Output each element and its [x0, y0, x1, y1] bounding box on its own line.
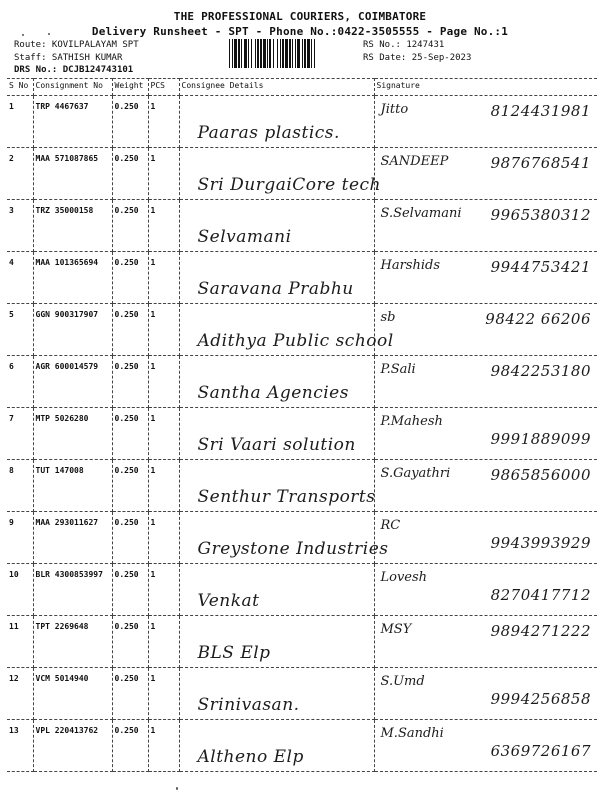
row-pcs: 1: [148, 460, 179, 512]
row-sno: 9: [7, 512, 33, 564]
signature-cell: [374, 720, 597, 772]
row-consignment-no: MAA 571087865: [33, 148, 112, 200]
signature-phone: 9865856000: [490, 466, 591, 484]
signature-cell: [374, 564, 597, 616]
row-consignment-no: TRZ 35000158: [33, 200, 112, 252]
drs-number: DRS No.: DCJB124743101: [14, 65, 134, 75]
row-weight: 0.250: [112, 200, 148, 252]
row-weight: 0.250: [112, 96, 148, 148]
signature-cell: [374, 668, 597, 720]
row-pcs: 1: [148, 96, 179, 148]
row-consignment-no: TPT 2269648: [33, 616, 112, 668]
row-pcs: 1: [148, 356, 179, 408]
runsheet-table: [7, 78, 597, 772]
route-label: Route: KOVILPALAYAM SPT: [14, 40, 139, 50]
signature-phone: 9894271222: [490, 622, 591, 640]
signature-name: S.Selvamani: [380, 206, 462, 221]
header-left: [14, 39, 139, 77]
scan-speck: [22, 34, 24, 36]
company-title: THE PROFESSIONAL COURIERS, COIMBATORE: [173, 10, 427, 23]
table-row: [7, 460, 597, 512]
row-consignment-no: MAA 293011627: [33, 512, 112, 564]
row-sno: 12: [7, 668, 33, 720]
row-consignment-no: TUT 147008: [33, 460, 112, 512]
consignee-cell: [179, 460, 374, 512]
table-row: [7, 200, 597, 252]
consignee-cell: [179, 148, 381, 200]
consignee-cell: [179, 200, 374, 252]
row-consignment-no: VCM 5014940: [33, 668, 112, 720]
consignee-handwritten: Senthur Transports: [197, 487, 376, 507]
signature-name: sb: [380, 310, 396, 325]
row-consignment-no: TRP 4467637: [33, 96, 112, 148]
consignee-handwritten: Srinivasan.: [197, 695, 300, 715]
row-sno: 4: [7, 252, 33, 304]
signature-name: SANDEEP: [380, 154, 449, 169]
signature-phone: 9842253180: [490, 362, 591, 380]
row-pcs: 1: [148, 616, 179, 668]
row-consignment-no: GGN 900317907: [33, 304, 112, 356]
signature-phone: 98422 66206: [485, 310, 591, 328]
signature-name: Lovesh: [380, 570, 428, 585]
signature-phone: 9943993929: [490, 534, 591, 552]
table-row: [7, 96, 597, 148]
signature-cell: [374, 200, 597, 252]
table-row: [7, 512, 597, 564]
consignee-handwritten: Paaras plastics.: [197, 123, 340, 143]
barcode-icon: [229, 39, 358, 68]
signature-cell: [374, 304, 597, 356]
table-row: [7, 564, 597, 616]
table-row: [7, 148, 597, 200]
row-sno: 11: [7, 616, 33, 668]
signature-name: Jitto: [380, 102, 409, 117]
scan-speck: [48, 33, 50, 35]
consignee-handwritten: Greystone Industries: [197, 539, 389, 559]
table-row: [7, 252, 597, 304]
consignee-handwritten: Sri DurgaiCore tech: [197, 175, 381, 195]
signature-cell: [374, 408, 597, 460]
consignee-cell: [179, 720, 374, 772]
row-sno: 1: [7, 96, 33, 148]
signature-cell: [374, 356, 597, 408]
table-row: [7, 304, 597, 356]
col-header-consignee: Consignee Details: [179, 79, 374, 96]
signature-cell: [374, 96, 597, 148]
signature-phone: 9994256858: [490, 690, 591, 708]
table-row: [7, 408, 597, 460]
signature-cell: [374, 616, 597, 668]
row-sno: 2: [7, 148, 33, 200]
signature-phone: 6369726167: [490, 742, 591, 760]
consignee-cell: [179, 356, 374, 408]
col-header-sno: S No: [7, 79, 33, 96]
signature-name: S.Gayathri: [380, 466, 451, 481]
signature-phone: 9944753421: [490, 258, 591, 276]
row-pcs: 1: [148, 668, 179, 720]
consignee-cell: [179, 96, 374, 148]
consignee-handwritten: Sri Vaari solution: [197, 435, 356, 455]
row-weight: 0.250: [112, 564, 148, 616]
consignee-cell: [179, 564, 374, 616]
signature-name: MSY: [380, 622, 412, 637]
consignee-cell: [179, 668, 374, 720]
row-sno: 8: [7, 460, 33, 512]
row-sno: 6: [7, 356, 33, 408]
signature-cell: [374, 460, 597, 512]
row-pcs: 1: [148, 304, 179, 356]
table-row: [7, 616, 597, 668]
consignee-cell: [179, 252, 374, 304]
row-weight: 0.250: [112, 252, 148, 304]
consignee-handwritten: Saravana Prabhu: [197, 279, 354, 299]
scan-speck: [176, 787, 178, 790]
consignee-handwritten: Selvamani: [197, 227, 292, 247]
signature-phone: 9876768541: [490, 154, 591, 172]
runsheet-subtitle: Delivery Runsheet - SPT - Phone No.:0422-3505555 - Page No.:1: [91, 25, 509, 38]
row-pcs: 1: [148, 148, 179, 200]
consignee-handwritten: Santha Agencies: [197, 383, 349, 403]
row-pcs: 1: [148, 564, 179, 616]
row-weight: 0.250: [112, 408, 148, 460]
row-weight: 0.250: [112, 356, 148, 408]
row-consignment-no: MAA 101365694: [33, 252, 112, 304]
signature-name: RC: [380, 518, 401, 533]
consignee-cell: [179, 408, 374, 460]
col-header-signature: Signature: [374, 79, 597, 96]
col-header-weight: Weight: [112, 79, 148, 96]
consignee-handwritten: Altheno Elp: [197, 747, 304, 767]
row-consignment-no: MTP 5026280: [33, 408, 112, 460]
signature-phone: 8124431981: [490, 102, 591, 120]
col-header-consignment: Consignment No: [33, 79, 112, 96]
signature-phone: 9965380312: [490, 206, 591, 224]
staff-label: Staff: SATHISH KUMAR: [14, 52, 123, 63]
table-row: [7, 668, 597, 720]
consignee-handwritten: Venkat: [197, 591, 260, 611]
row-weight: 0.250: [112, 720, 148, 772]
rs-number: RS No.: 1247431: [363, 40, 445, 50]
signature-name: P.Mahesh: [380, 414, 443, 429]
signature-cell: [374, 512, 597, 564]
row-pcs: 1: [148, 252, 179, 304]
consignee-cell: [179, 512, 389, 564]
row-pcs: 1: [148, 512, 179, 564]
row-weight: 0.250: [112, 148, 148, 200]
signature-cell: [374, 252, 597, 304]
signature-phone: 9991889099: [490, 430, 591, 448]
row-consignment-no: VPL 220413762: [33, 720, 112, 772]
row-sno: 10: [7, 564, 33, 616]
row-weight: 0.250: [112, 512, 148, 564]
table-header-row: [7, 79, 597, 96]
signature-name: P.Sali: [380, 362, 416, 377]
row-weight: 0.250: [112, 460, 148, 512]
row-sno: 7: [7, 408, 33, 460]
header-right: [363, 39, 471, 64]
row-weight: 0.250: [112, 616, 148, 668]
table-row: [7, 720, 597, 772]
col-header-pcs: PCS: [148, 79, 179, 96]
consignee-handwritten: Adithya Public school: [197, 331, 394, 351]
row-pcs: 1: [148, 720, 179, 772]
row-weight: 0.250: [112, 304, 148, 356]
signature-phone: 8270417712: [490, 586, 591, 604]
consignee-handwritten: BLS Elp: [197, 643, 271, 663]
rs-date: RS Date: 25-Sep-2023: [363, 52, 472, 63]
row-pcs: 1: [148, 408, 179, 460]
table-row: [7, 356, 597, 408]
row-sno: 13: [7, 720, 33, 772]
row-sno: 3: [7, 200, 33, 252]
signature-name: Harshids: [380, 258, 440, 273]
signature-cell: [374, 148, 597, 200]
row-consignment-no: AGR 600014579: [33, 356, 112, 408]
signature-name: M.Sandhi: [380, 726, 444, 741]
row-consignment-no: BLR 4300853997: [33, 564, 112, 616]
signature-name: S.Umd: [380, 674, 425, 689]
consignee-cell: [179, 616, 374, 668]
row-pcs: 1: [148, 200, 179, 252]
row-weight: 0.250: [112, 668, 148, 720]
row-sno: 5: [7, 304, 33, 356]
